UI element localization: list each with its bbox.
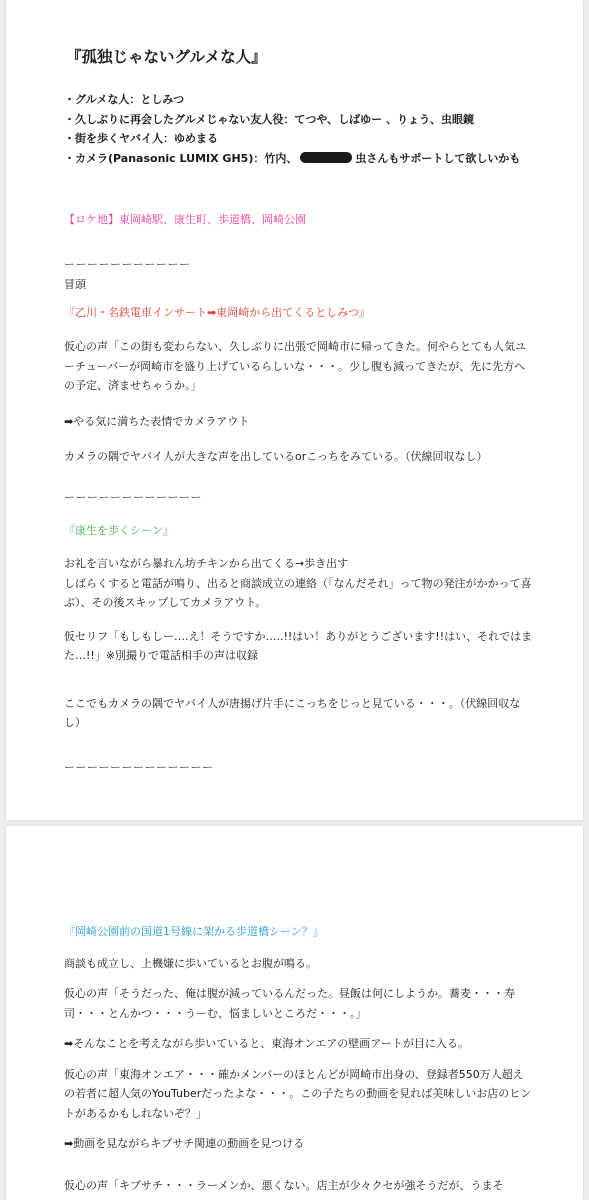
- scene-2-note: ここでもカメラの隅でヤバイ人が唐揚げ片手にこっちをじっと見ている・・・。（伏線回収なし）: [64, 696, 521, 729]
- scene-1-note: カメラの隅でヤバイ人が大きな声を出しているorこっちをみている。（伏線回収なし）: [64, 450, 488, 463]
- scene-1-voice: 仮心の声「この街も変わらない、久しぶりに出張で岡崎市に帰ってきた。何やらとても人気ユーチューバーが岡崎市を盛り上げているらしいな・・・。少し腹も減ってきたが、先に先方への予定、済ませちゃうか。」: [64, 340, 526, 392]
- document-page-1: [6, 0, 583, 820]
- scene-3-heading: 『岡崎公園前の国道1号線に架かる歩道橋シーン？』: [64, 925, 324, 938]
- page-2-content: [64, 922, 533, 1195]
- divider: ーーーーーーーーーーー: [64, 258, 191, 271]
- cast-item-friends: ・久しぶりに再会したグルメじゃない友人役：てつや、しばゆー 、りょう、虫眼鏡: [64, 112, 474, 126]
- divider: ーーーーーーーーーーーーー: [64, 760, 214, 774]
- scene-3-voice-3: 仮心の声「キブサチ・・・ラーメンか、悪くない。店主が少々クセが強そうだが、うまそ: [64, 1178, 504, 1192]
- scene-2-heading: 『康生を歩くシーン』: [64, 523, 174, 537]
- scene-3-voice: 仮心の声「そうだった、俺は腹が減っているんだった。昼飯は何にしようか。蕎麦・・・寿司・・・とんかつ・・・うーむ、悩ましいところだ・・・。」: [64, 987, 515, 1020]
- scene-3-voice-2: 仮心の声「東海オンエア・・・確かメンバーのほとんどが岡崎市出身の、登録者550万人超えの若者に超人気のYouTuberだったよな・・・。この子たちの動画を見れば美味しいお店のヒントがあるかもしれないぞ？」: [64, 1067, 532, 1120]
- opening-label: 冒頭: [64, 278, 86, 291]
- cast-list: [64, 90, 533, 168]
- camera-credit-prefix: ・カメラ(Panasonic LUMIX GH5)：竹内、: [64, 151, 298, 165]
- scene-3-action-2: ➡動画を見ながらキブサチ関連の動画を見つける: [64, 1137, 305, 1150]
- document-title: 『孤独じゃないグルメな人』: [66, 48, 267, 66]
- page-1-content: [64, 46, 533, 775]
- scene-3-paragraph: 商談も成立し、上機嫌に歩いているとお腹が鳴る。: [64, 956, 317, 970]
- location-line: 【ロケ地】東岡崎駅、康生町、歩道橋、岡崎公園: [64, 213, 306, 226]
- scene-1-action: ➡やる気に満ちた表情でカメラアウト: [64, 414, 250, 428]
- scene-3-action: ➡そんなことを考えながら歩いていると、東海オンエアの壁画アートが目に入る。: [64, 1037, 469, 1050]
- cast-item-camera: [64, 149, 533, 169]
- cast-item-strange-person: ・街を歩くヤバイ人：ゆめまる: [64, 132, 218, 145]
- redaction-bar: [300, 152, 352, 163]
- cast-item-gourmet: ・グルメな人：としみつ: [64, 93, 185, 106]
- camera-credit-suffix: 虫さんもサポートして欲しいかも: [355, 151, 521, 165]
- scene-2-description: お礼を言いながら暴れん坊チキンから出てくる→歩き出す しばらくすると電話が鳴り、出ると商談成立の連絡（「なんだそれ」って物の発注がかかって喜ぶ）、その後スキップしてカメラアウト。: [64, 557, 532, 609]
- scene-1-heading: 『乙川・名鉄電車インサート➡東岡崎から出てくるとしみつ』: [64, 305, 370, 319]
- divider: ーーーーーーーーーーーー: [64, 490, 202, 504]
- document-page-2: [6, 826, 583, 1200]
- scene-2-line: 仮セリフ「もしもしー….え！そうですか…..!!はい！ありがとうございます!!はい、それではまた…!!」※別撮りで電話相手の声は収録: [64, 629, 533, 662]
